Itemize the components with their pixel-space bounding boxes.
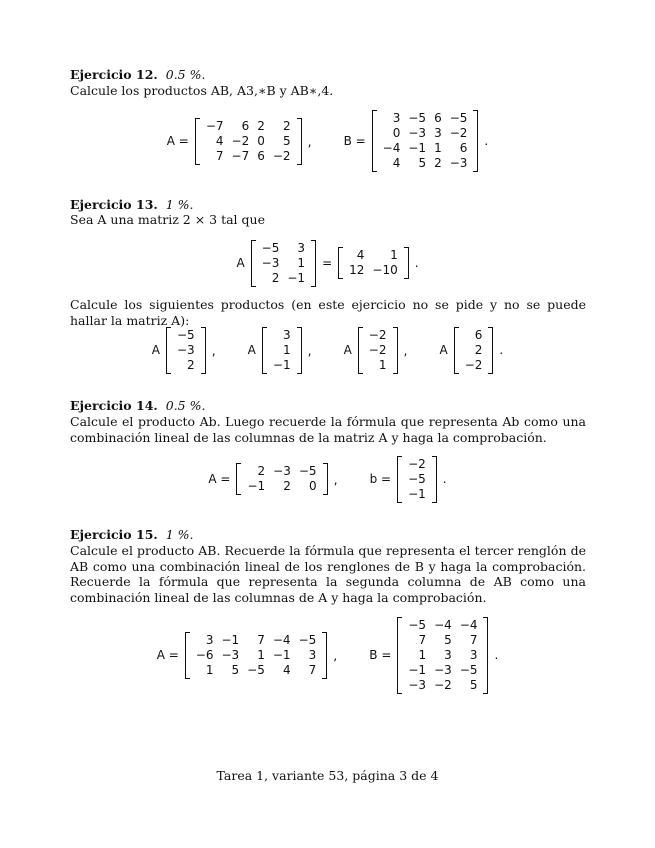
matrix-cell: 5 — [231, 662, 240, 677]
matrix-cell: −5 — [261, 240, 280, 255]
matrix-row — [269, 358, 295, 373]
ex14-equations — [0, 455, 655, 503]
matrix-cell: −3 — [449, 156, 468, 170]
ex13-prod1-A: A — [151, 343, 160, 357]
matrix-row — [192, 663, 321, 678]
matrix-cell: −1 — [272, 647, 291, 662]
matrix-cell: −5 — [408, 111, 427, 125]
ex14-title: Ejercicio 14. — [70, 398, 158, 413]
ex12-weight: 0.5 %. — [165, 67, 206, 82]
ex15-weight: 1 %. — [165, 527, 194, 542]
matrix-cell: 2 — [187, 357, 195, 372]
matrix-cell: −2 — [408, 456, 426, 471]
ex13-vector-3 — [358, 327, 398, 374]
matrix-row — [345, 248, 402, 263]
matrix-table — [269, 328, 295, 373]
matrix-cell: −4 — [459, 617, 478, 632]
matrix-cell: 7 — [308, 662, 317, 677]
matrix-row — [173, 343, 199, 358]
ex14-text: Calcule el producto Ab. Luego recuerde la fórmula que representa Ab como una combinación lineal de las columnas de la matriz A y haga la comprobación. — [70, 414, 586, 445]
matrix-cell: 3 — [308, 647, 317, 662]
ex15-A-label: A = — [156, 648, 179, 662]
ex15-equations — [0, 615, 655, 695]
matrix-cell: −10 — [372, 263, 398, 277]
matrix-table — [379, 111, 472, 171]
matrix-cell: −5 — [459, 662, 478, 677]
matrix-cell: −5 — [298, 632, 317, 647]
matrix-row — [404, 618, 481, 633]
matrix-cell: 1 — [282, 342, 291, 357]
matrix-cell: −2 — [272, 148, 291, 163]
matrix-cell: 2 — [283, 479, 291, 493]
ex13-intro: Sea A una matriz 2 × 3 tal que — [70, 212, 265, 227]
ex13-equation — [0, 239, 655, 287]
matrix-cell: −2 — [449, 126, 468, 140]
ex14-period: . — [442, 472, 447, 486]
matrix-cell: −3 — [221, 647, 240, 662]
matrix-cell: 0 — [257, 133, 265, 148]
ex13-question: Calcule los siguientes productos (en este ejercicio no se pide y no se puede hallar la matriz A): — [70, 297, 586, 328]
ex14-b-label: b = — [369, 472, 392, 486]
matrix-cell: −3 — [273, 464, 291, 478]
matrix-table — [365, 328, 391, 373]
ex13-products — [0, 326, 655, 374]
matrix-cell: −5 — [408, 617, 427, 632]
matrix-cell: −2 — [368, 327, 387, 342]
matrix-cell: −2 — [434, 677, 452, 692]
matrix-cell: 0 — [308, 479, 317, 493]
matrix-cell: 6 — [474, 327, 483, 342]
ex14-A-label: A = — [208, 472, 231, 486]
matrix-cell: −5 — [176, 327, 195, 342]
matrix-cell: −1 — [408, 486, 426, 501]
matrix-row — [461, 328, 487, 343]
matrix-cell: 5 — [418, 156, 427, 170]
matrix-cell: 6 — [434, 111, 442, 125]
matrix-row — [202, 149, 295, 164]
matrix-table — [404, 618, 481, 693]
matrix-cell: 4 — [356, 248, 365, 262]
matrix-cell: 6 — [459, 141, 468, 155]
ex14-weight: 0.5 %. — [165, 398, 206, 413]
matrix-cell: 7 — [215, 148, 224, 163]
matrix-table — [192, 633, 321, 678]
matrix-row — [258, 241, 309, 256]
ex14-vector-b — [397, 456, 437, 503]
matrix-table — [404, 457, 430, 502]
matrix-row — [345, 263, 402, 278]
matrix-cell: −1 — [287, 270, 306, 285]
matrix-cell: 1 — [378, 357, 387, 372]
ex12-heading — [70, 67, 205, 82]
ex15-comma: , — [333, 647, 338, 663]
matrix-cell: 0 — [392, 126, 401, 140]
matrix-cell: −5 — [449, 111, 468, 125]
ex13-period-2: . — [499, 343, 504, 357]
matrix-row — [192, 648, 321, 663]
matrix-row — [243, 464, 320, 479]
matrix-cell: 3 — [434, 126, 442, 140]
matrix-cell: −3 — [176, 342, 195, 357]
matrix-row — [192, 633, 321, 648]
ex12-matrix-A — [195, 118, 302, 165]
matrix-cell: −5 — [298, 464, 317, 478]
matrix-cell: 5 — [469, 677, 478, 692]
ex13-comma-2: , — [307, 342, 312, 358]
matrix-row — [461, 343, 487, 358]
matrix-row — [404, 487, 430, 502]
matrix-table — [243, 464, 320, 494]
ex15-matrix-B — [397, 617, 488, 694]
matrix-cell: 2 — [434, 156, 442, 170]
matrix-cell: 7 — [469, 632, 478, 647]
matrix-cell: 4 — [282, 662, 291, 677]
matrix-row — [404, 472, 430, 487]
matrix-row — [404, 633, 481, 648]
ex13-title: Ejercicio 13. — [70, 197, 158, 212]
matrix-cell: 6 — [241, 118, 250, 133]
ex13-matrix-M — [251, 240, 316, 287]
ex13-vector-4 — [454, 327, 494, 374]
matrix-cell: 1 — [297, 255, 306, 270]
matrix-cell: 1 — [434, 141, 442, 155]
ex13-comma-1: , — [211, 342, 216, 358]
matrix-row — [404, 663, 481, 678]
matrix-cell: 7 — [418, 632, 427, 647]
matrix-cell: 5 — [444, 632, 452, 647]
matrix-cell: 5 — [282, 133, 291, 148]
ex14-heading — [70, 398, 205, 413]
matrix-row — [202, 134, 295, 149]
ex13-prod4-A: A — [439, 343, 448, 357]
matrix-row — [173, 328, 199, 343]
matrix-cell: −2 — [231, 133, 250, 148]
matrix-row — [269, 328, 295, 343]
matrix-table — [345, 248, 402, 278]
ex13-equals: = — [322, 256, 333, 270]
matrix-cell: 4 — [215, 133, 224, 148]
matrix-cell: 4 — [392, 156, 401, 170]
matrix-row — [404, 648, 481, 663]
matrix-cell: 1 — [418, 647, 427, 662]
ex13-heading — [70, 197, 194, 212]
ex15-heading — [70, 527, 194, 542]
ex13-vector-2 — [262, 327, 302, 374]
matrix-cell: 3 — [282, 327, 291, 342]
matrix-cell: −4 — [272, 632, 291, 647]
matrix-cell: 7 — [257, 632, 265, 647]
page-footer: Tarea 1, variante 53, página 3 de 4 — [216, 768, 439, 783]
ex13-matrix-R — [338, 247, 409, 279]
ex15-text: Calcule el producto AB. Recuerde la fórmula que representa el tercer renglón de AB como una combinación lineal de los renglones de B y haga la comprobación. Recuerde la fórmula que representa la segunda columna de AB como una combinación lineal de las columnas de A y haga la comprobación. — [70, 543, 586, 605]
matrix-cell: −3 — [261, 255, 280, 270]
matrix-row — [365, 358, 391, 373]
ex15-title: Ejercicio 15. — [70, 527, 158, 542]
ex12-comma: , — [307, 133, 312, 149]
ex15-period: . — [494, 648, 499, 662]
matrix-cell: −7 — [231, 148, 250, 163]
matrix-cell: 2 — [257, 118, 265, 133]
matrix-row — [379, 156, 472, 171]
ex13-vector-1 — [166, 327, 206, 374]
matrix-cell: 2 — [271, 270, 280, 285]
ex13-period: . — [414, 256, 419, 270]
matrix-cell: −3 — [408, 677, 427, 692]
ex12-A-label: A = — [166, 134, 189, 148]
matrix-cell: 1 — [390, 248, 398, 262]
matrix-table — [258, 241, 309, 286]
ex12-text: Calcule los productos AB, A3,∗B y AB∗,4. — [70, 83, 334, 98]
matrix-row — [461, 358, 487, 373]
matrix-cell: −3 — [408, 126, 427, 140]
matrix-row — [365, 328, 391, 343]
ex12-matrix-B — [372, 110, 479, 172]
matrix-cell: −1 — [272, 357, 291, 372]
matrix-cell: −2 — [464, 357, 483, 372]
matrix-cell: 2 — [257, 464, 266, 478]
matrix-row — [365, 343, 391, 358]
ex13-comma-3: , — [403, 342, 408, 358]
ex13-prod2-A: A — [247, 343, 256, 357]
matrix-table — [202, 119, 295, 164]
matrix-cell: −1 — [247, 479, 266, 493]
matrix-row — [269, 343, 295, 358]
matrix-row — [379, 111, 472, 126]
ex14-matrix-A — [236, 463, 327, 495]
matrix-cell: −6 — [195, 647, 214, 662]
matrix-cell: −5 — [247, 662, 265, 677]
ex13-weight: 1 %. — [165, 197, 194, 212]
ex13-prod3-A: A — [343, 343, 352, 357]
matrix-cell: −1 — [408, 141, 427, 155]
matrix-cell: 6 — [257, 148, 265, 163]
matrix-cell: 3 — [392, 111, 401, 125]
matrix-cell: 3 — [205, 632, 214, 647]
ex15-matrix-A — [185, 632, 328, 679]
ex12-title: Ejercicio 12. — [70, 67, 158, 82]
matrix-cell: −4 — [434, 617, 452, 632]
matrix-cell: 2 — [474, 342, 483, 357]
matrix-row — [379, 126, 472, 141]
matrix-cell: −4 — [382, 141, 401, 155]
matrix-row — [258, 256, 309, 271]
matrix-table — [173, 328, 199, 373]
matrix-row — [404, 678, 481, 693]
matrix-row — [243, 479, 320, 494]
matrix-cell: 1 — [205, 662, 214, 677]
matrix-cell: 3 — [469, 647, 478, 662]
matrix-row — [202, 119, 295, 134]
matrix-cell: −1 — [408, 662, 427, 677]
matrix-cell: −5 — [408, 471, 426, 486]
matrix-row — [404, 457, 430, 472]
matrix-table — [461, 328, 487, 373]
ex12-equations — [0, 110, 655, 172]
ex13-A-symbol: A — [236, 256, 245, 270]
matrix-cell: −7 — [205, 118, 224, 133]
matrix-cell: 2 — [282, 118, 291, 133]
ex15-B-label: B = — [369, 648, 392, 662]
matrix-row — [173, 358, 199, 373]
ex14-comma: , — [333, 471, 338, 487]
matrix-cell: −3 — [434, 662, 452, 677]
ex12-B-label: B = — [343, 134, 366, 148]
matrix-cell: −2 — [368, 342, 387, 357]
ex12-period: . — [484, 134, 489, 148]
matrix-cell: 3 — [444, 647, 452, 662]
matrix-row — [379, 141, 472, 156]
matrix-cell: −1 — [221, 632, 240, 647]
matrix-cell: 1 — [257, 647, 265, 662]
matrix-cell: 3 — [297, 240, 306, 255]
matrix-cell: 12 — [349, 263, 365, 277]
matrix-row — [258, 271, 309, 286]
